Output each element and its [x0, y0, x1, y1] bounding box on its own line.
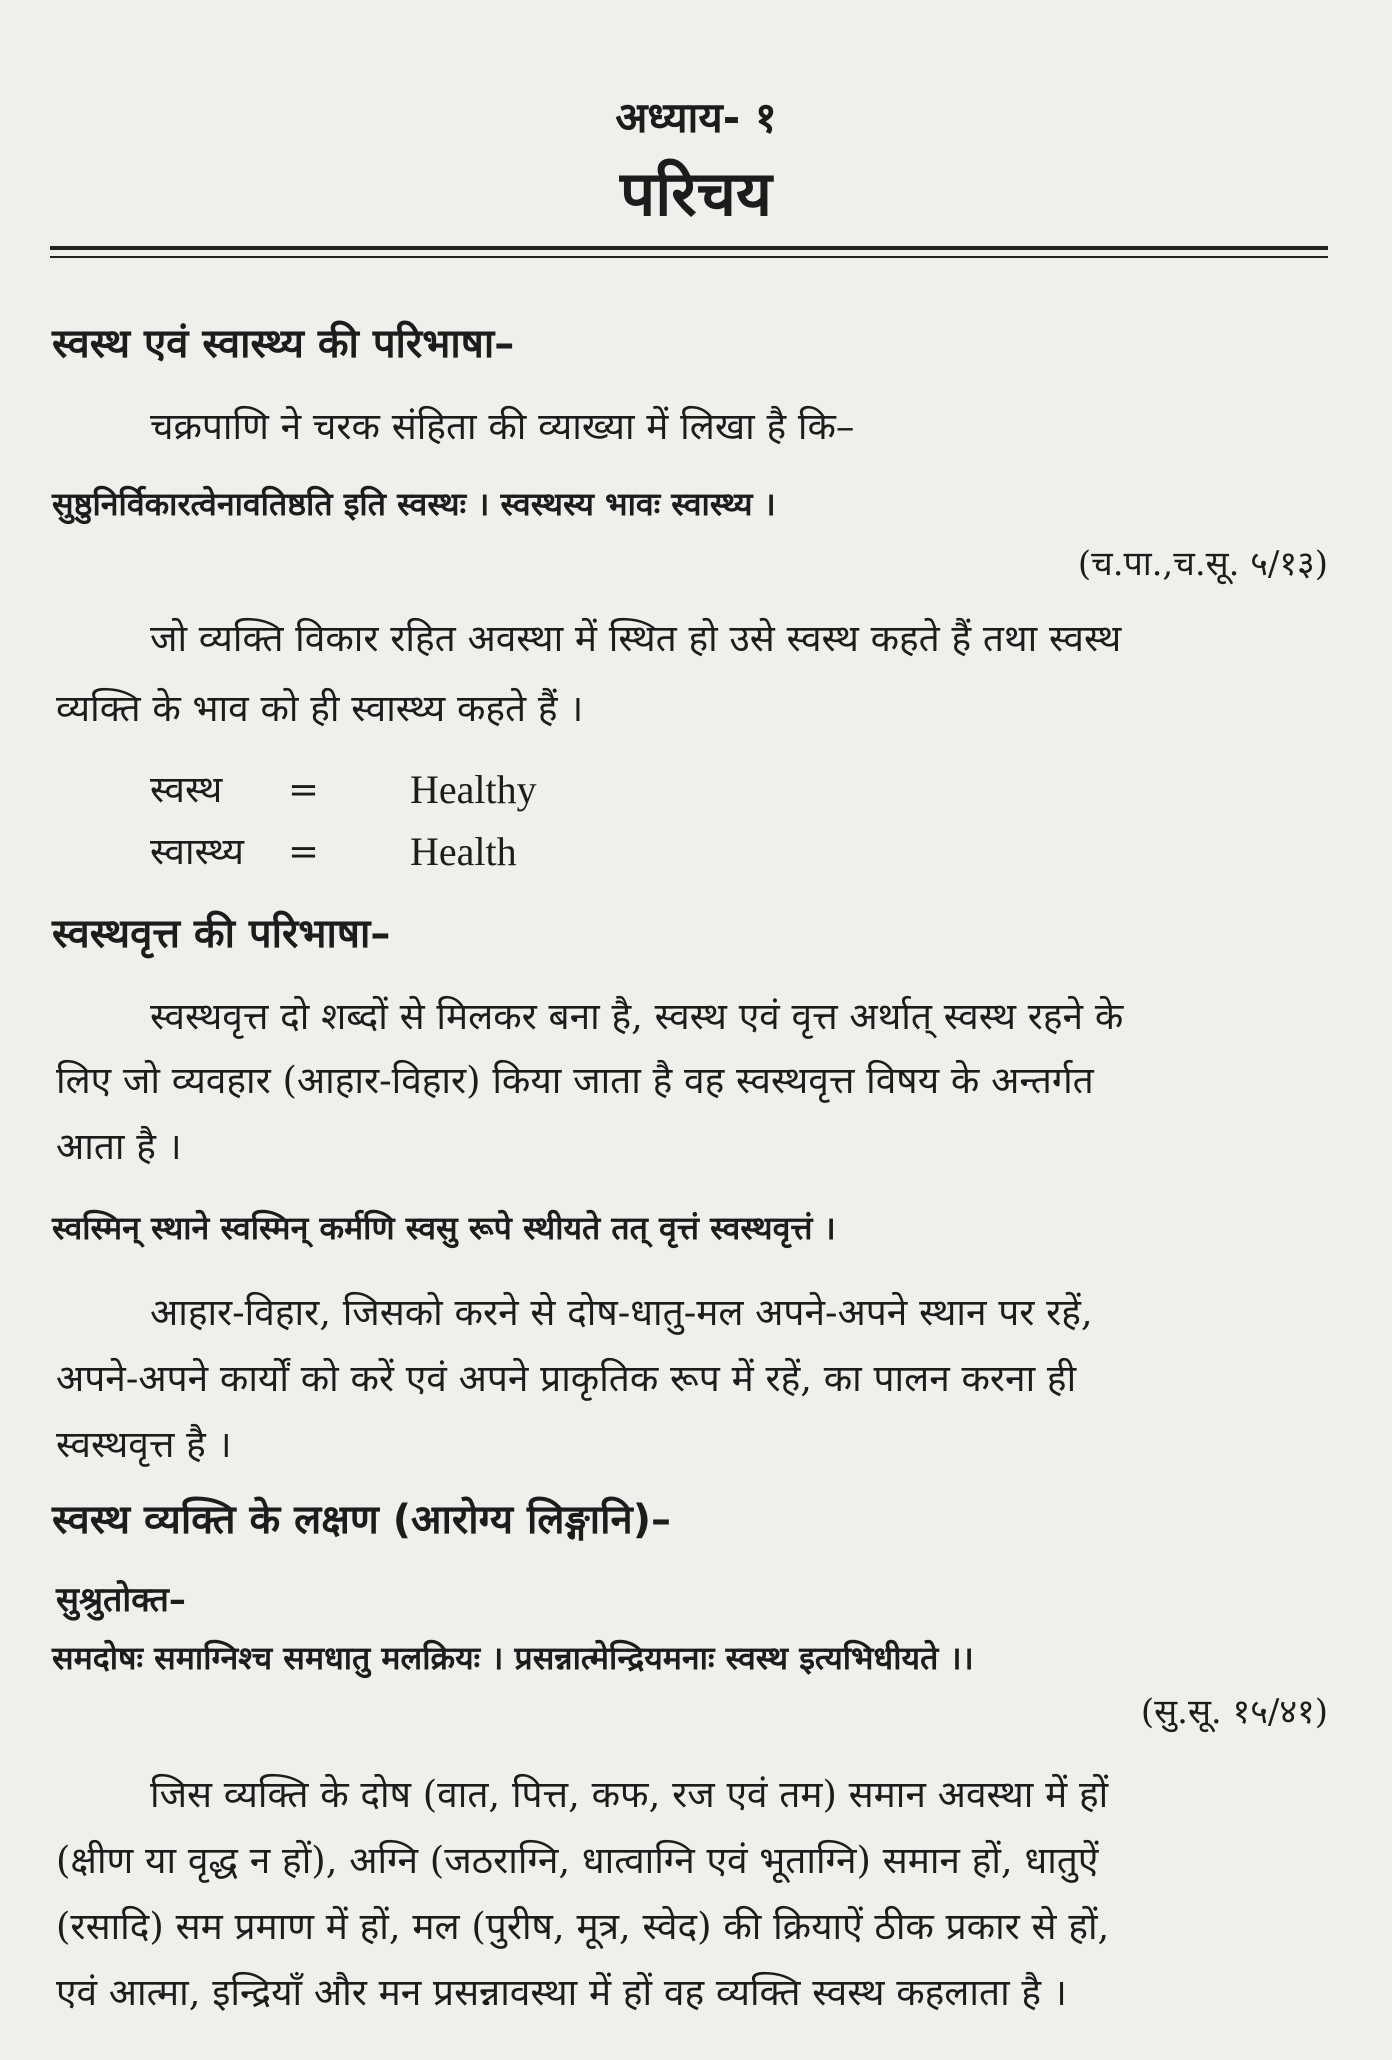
intro-text: चक्रपाणि ने चरक संहिता की व्याख्या में लिखा है कि–: [150, 405, 855, 448]
paragraph-line: (रसादि) सम प्रमाण में हों, मल (पुरीष, मूत्र, स्वेद) की क्रियाऐं ठीक प्रकार से हों,: [56, 1905, 1110, 1948]
term-hindi: स्वस्थ: [150, 768, 223, 811]
sanskrit-verse: समदोषः समाग्निश्च समधातु मलक्रियः । प्रसन्नात्मेन्द्रियमनाः स्वस्थ इत्यभिधीयते ।।: [52, 1639, 974, 1677]
sanskrit-verse: स्वस्मिन् स्थाने स्वस्मिन् कर्मणि स्वसु रूपे स्थीयते तत् वृत्तं स्वस्थवृत्तं ।: [52, 1209, 836, 1247]
subheading-sushrutokta: सुश्रुतोक्त–: [56, 1580, 186, 1620]
paragraph-line: (क्षीण या वृद्ध न हों), अग्नि (जठराग्नि, धात्वाग्नि एवं भूताग्नि) समान हों, धातुऐं: [56, 1839, 1099, 1882]
section-heading-definition: स्वस्थ एवं स्वास्थ्य की परिभाषा–: [52, 321, 515, 367]
term-hindi: स्वास्थ्य: [150, 830, 244, 873]
verse-reference: (च.पा.,च.सू. ५/१३): [1077, 544, 1328, 584]
verse-reference: (सु.सू. १५/४१): [1140, 1692, 1328, 1732]
term-equals: =: [288, 830, 320, 873]
paragraph-line: जिस व्यक्ति के दोष (वात, पित्त, कफ, रज एवं तम) समान अवस्था में हों: [150, 1773, 1109, 1816]
title-rule-thick: [50, 246, 1328, 250]
paragraph-line: स्वस्थवृत्त है ।: [56, 1423, 232, 1466]
section-heading-swasthavritta: स्वस्थवृत्त की परिभाषा–: [52, 911, 391, 957]
paragraph-line: जो व्यक्ति विकार रहित अवस्था में स्थित हो उसे स्वस्थ कहते हैं तथा स्वस्थ: [150, 617, 1122, 660]
term-equals: =: [288, 768, 320, 811]
chapter-number: अध्याय- १: [615, 93, 777, 142]
sanskrit-verse: सुष्ठुनिर्विकारत्वेनावतिष्ठति इति स्वस्थः । स्वस्थस्य भावः स्वास्थ्य ।: [52, 485, 776, 523]
paragraph-line: व्यक्ति के भाव को ही स्वास्थ्य कहते हैं ।: [56, 687, 584, 730]
term-english: Health: [410, 829, 517, 874]
title-rule-thin: [50, 256, 1328, 258]
paragraph-line: आहार-विहार, जिसको करने से दोष-धातु-मल अपने-अपने स्थान पर रहें,: [150, 1291, 1093, 1334]
paragraph-line: अपने-अपने कार्यों को करें एवं अपने प्राकृतिक रूप में रहें, का पालन करना ही: [56, 1357, 1077, 1400]
term-english: Healthy: [410, 767, 537, 812]
paragraph-line: लिए जो व्यवहार (आहार-विहार) किया जाता है वह स्वस्थवृत्त विषय के अन्तर्गत: [56, 1059, 1094, 1102]
chapter-title: परिचय: [620, 157, 772, 230]
paragraph-line: आता है ।: [56, 1125, 182, 1168]
section-heading-lakshan: स्वस्थ व्यक्ति के लक्षण (आरोग्य लिङ्गानि)–: [52, 1497, 671, 1543]
paragraph-line: स्वस्थवृत्त दो शब्दों से मिलकर बना है, स्वस्थ एवं वृत्त अर्थात् स्वस्थ रहने के: [150, 995, 1124, 1038]
paragraph-line: एवं आत्मा, इन्द्रियाँ और मन प्रसन्नावस्था में हों वह व्यक्ति स्वस्थ कहलाता है ।: [56, 1971, 1067, 2014]
